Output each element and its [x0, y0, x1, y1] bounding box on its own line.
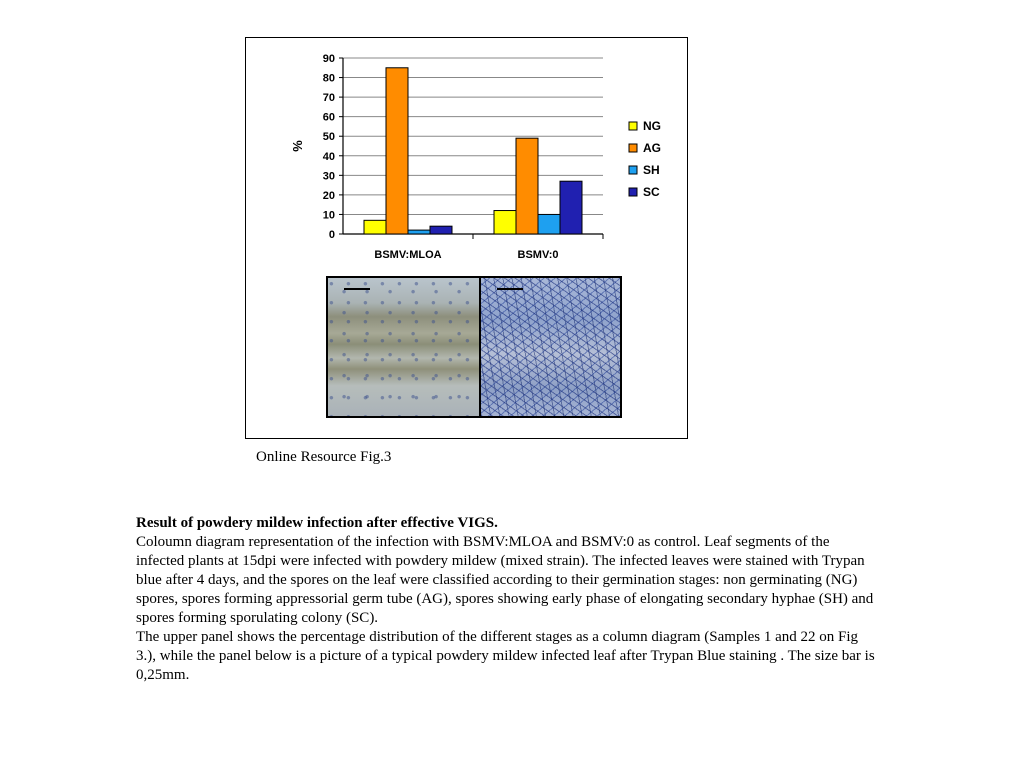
y-tick-label: 40	[322, 150, 335, 163]
y-axis-label: %	[290, 140, 305, 152]
x-tick-label: BSMV:MLOA	[374, 249, 442, 261]
y-tick-label: 70	[322, 92, 335, 105]
description-heading: Result of powdery mildew infection after effective VIGS.	[136, 515, 498, 531]
figure-frame	[245, 37, 688, 439]
legend-label-sc: SC	[643, 185, 660, 199]
y-tick-label: 60	[322, 111, 335, 124]
y-tick-label: 30	[322, 170, 335, 183]
scale-bar	[497, 288, 523, 290]
bar-chart	[246, 38, 687, 274]
bar-ag	[516, 138, 538, 234]
legend-label-ng: NG	[643, 119, 661, 133]
micrograph-bsmv-0	[479, 276, 622, 418]
bar-ag	[386, 68, 408, 234]
x-tick-label: BSMV:0	[517, 249, 559, 261]
legend-swatch-sh	[629, 166, 637, 174]
y-tick-label: 0	[328, 229, 335, 241]
legend-swatch-ag	[629, 144, 637, 152]
legend-swatch-ng	[629, 122, 637, 130]
bar-sh	[408, 230, 430, 234]
scale-bar	[344, 288, 370, 290]
y-tick-label: 80	[322, 72, 335, 85]
micrograph-bsmv-mloa	[326, 276, 481, 418]
y-tick-label: 10	[322, 209, 335, 222]
bar-sc	[430, 226, 452, 234]
bar-ng	[494, 211, 516, 234]
description-paragraph-2: The upper panel shows the percentage distribution of the different stages as a column diagram (Samples 1 and 22 on Fig 3.), while the panel below is a picture of a typical powdery mildew infected leaf after Trypan Blue staining . The size bar is 0,25mm.	[136, 629, 875, 683]
bar-ng	[364, 220, 386, 234]
legend-label-sh: SH	[643, 163, 660, 177]
figure-description	[136, 514, 876, 685]
figure-caption: Online Resource Fig.3	[256, 449, 392, 465]
y-tick-label: 20	[322, 189, 335, 202]
legend-label-ag: AG	[643, 141, 661, 155]
bar-sc	[560, 181, 582, 234]
bar-sh	[538, 214, 560, 234]
description-paragraph-1: Coloumn diagram representation of the infection with BSMV:MLOA and BSMV:0 as control. Leaf segments of the infected plants at 15dpi were infected with powdery mildew (mixed strain). The infected leaves were stained with Trypan blue after 4 days, and the spores on the leaf were classified according to their germination stages: non germinating (NG) spores, spores forming appressorial germ tube (AG), spores showing early phase of elongating secondary hyphae (SH) and spores forming sporulating colony (SC).	[136, 534, 874, 626]
y-tick-label: 90	[322, 53, 335, 65]
legend-swatch-sc	[629, 188, 637, 196]
y-tick-label: 50	[322, 131, 335, 144]
